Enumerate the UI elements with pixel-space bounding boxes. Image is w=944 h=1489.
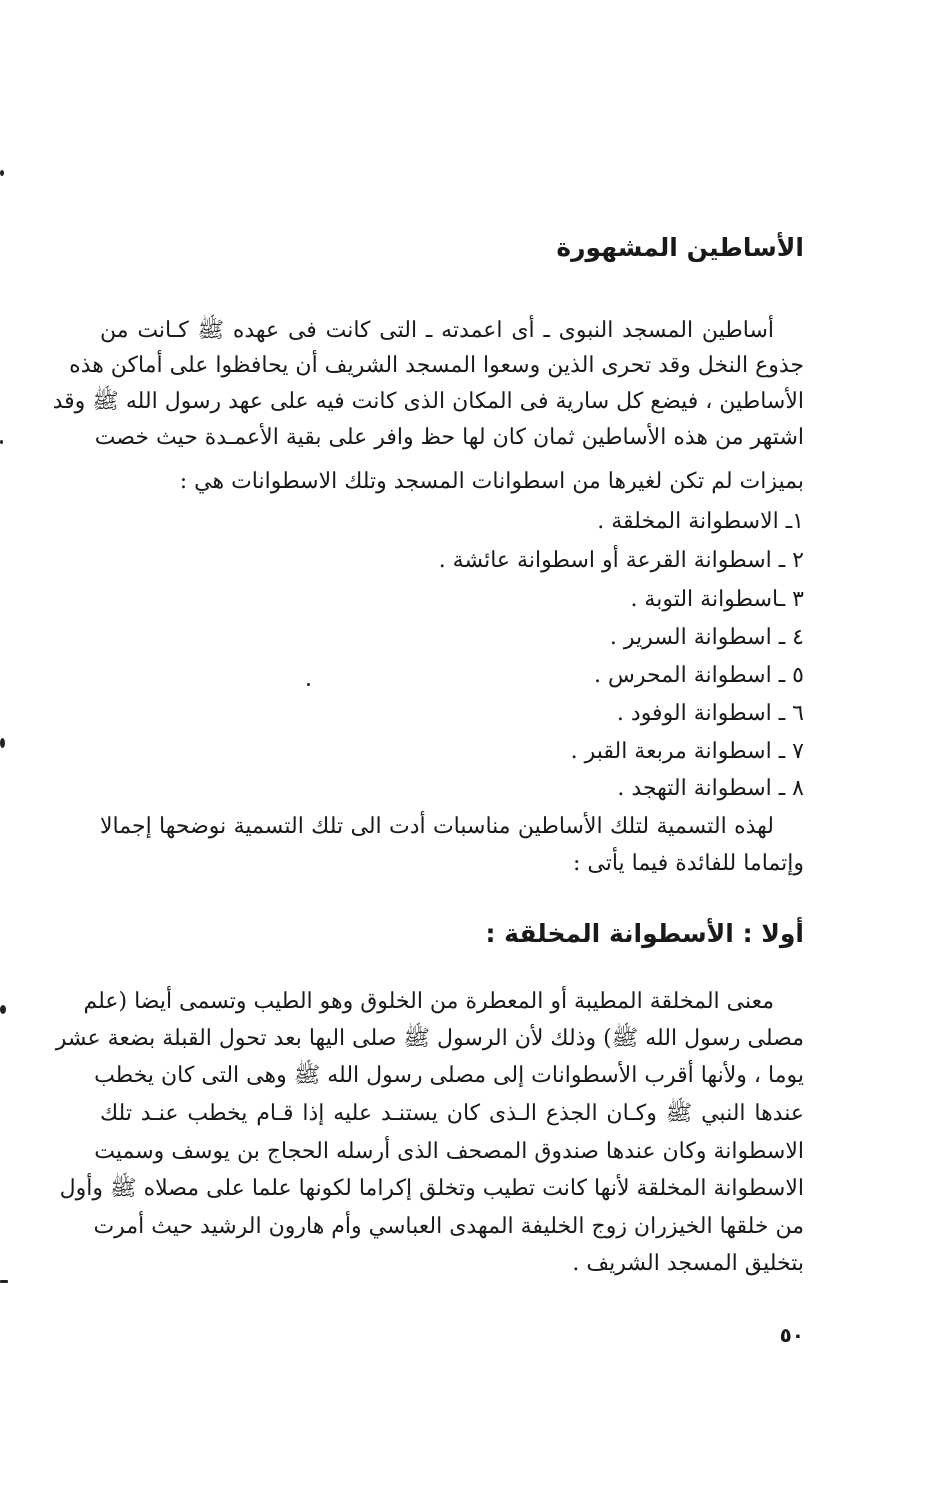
list-item: ٦ ـ اسطوانة الوفود .	[616, 701, 804, 726]
list-item: ٥ ـ اسطوانة المحرس .	[594, 663, 804, 688]
paragraph-line: من خلقها الخيزران زوج الخليفة المهدى العباسي وأم هارون الرشيد حيث أمرت	[93, 1214, 804, 1239]
scan-speck	[0, 440, 3, 444]
paragraph-line: يوما ، ولأنها أقرب الأسطوانات إلى مصلى رسول الله ﷺ وهى التى كان يخطب	[94, 1063, 804, 1088]
paragraph-line: بميزات لم تكن لغيرها من اسطوانات المسجد وتلك الاسطوانات هي :	[179, 469, 804, 494]
paragraph-line: عندها النبي ﷺ وكـان الجذع الـذى كان يستنـد عليه إذا قـام يخطب عنـد تلك	[100, 1101, 804, 1126]
paragraph-line: الأساطين ، فيضع كل سارية فى المكان الذى كانت فيه على عهد رسول الله ﷺ وقد	[52, 389, 804, 414]
scan-speck	[0, 170, 4, 176]
paragraph-line: الاسطوانة المخلقة لأنها كانت تطيب وتخلق إكراما لكونها علما على مصلاه ﷺ وأول	[59, 1176, 804, 1201]
paragraph-line: لهذه التسمية لتلك الأساطين مناسبات أدت الى تلك التسمية نوضحها إجمالا	[100, 814, 774, 839]
scan-speck	[0, 738, 5, 748]
list-item: ٢ ـ اسطوانة القرعة أو اسطوانة عائشة .	[438, 548, 804, 573]
paragraph-line: جذوع النخل وقد تحرى الذين وسعوا المسجد الشريف أن يحافظوا على أماكن هذه	[69, 353, 804, 378]
paragraph-line: مصلى رسول الله ﷺ) وذلك لأن الرسول ﷺ صلى اليها بعد تحول القبلة بضعة عشر	[55, 1026, 804, 1051]
paragraph-line: الاسطوانة وكان عندها صندوق المصحف الذى أرسله الحجاج بن يوسف وسميت	[94, 1139, 804, 1164]
paragraph-line: أساطين المسجد النبوى ـ أى اعمدته ـ التى كانت فى عهده ﷺ كـانت من	[100, 318, 774, 343]
scan-speck	[307, 683, 310, 686]
scan-speck	[0, 1280, 8, 1283]
paragraph-line: وإتماما للفائدة فيما يأتى :	[572, 851, 804, 876]
list-item: ٨ ـ اسطوانة التهجد .	[617, 776, 804, 801]
subsection-heading: أولا : الأسطوانة المخلقة :	[485, 919, 804, 948]
list-item: ٤ ـ اسطوانة السرير .	[609, 625, 804, 650]
paragraph-line: اشتهر من هذه الأساطين ثمان كان لها حظ وافر على بقية الأعمـدة حيث خصت	[94, 425, 804, 450]
paragraph-line: بتخليق المسجد الشريف .	[572, 1251, 804, 1276]
paragraph-line: معنى المخلقة المطيبة أو المعطرة من الخلوق وهو الطيب وتسمى أيضا (علم	[83, 989, 774, 1014]
list-item: ١ـ الاسطوانة المخلقة .	[597, 509, 804, 534]
list-item: ٧ ـ اسطوانة مربعة القبر .	[570, 739, 804, 764]
scan-speck	[0, 1005, 6, 1014]
list-item: ٣ ـاسطوانة التوبة .	[630, 587, 804, 612]
page-number: ٥٠	[779, 1323, 804, 1347]
section-heading: الأساطين المشهورة	[556, 233, 804, 262]
